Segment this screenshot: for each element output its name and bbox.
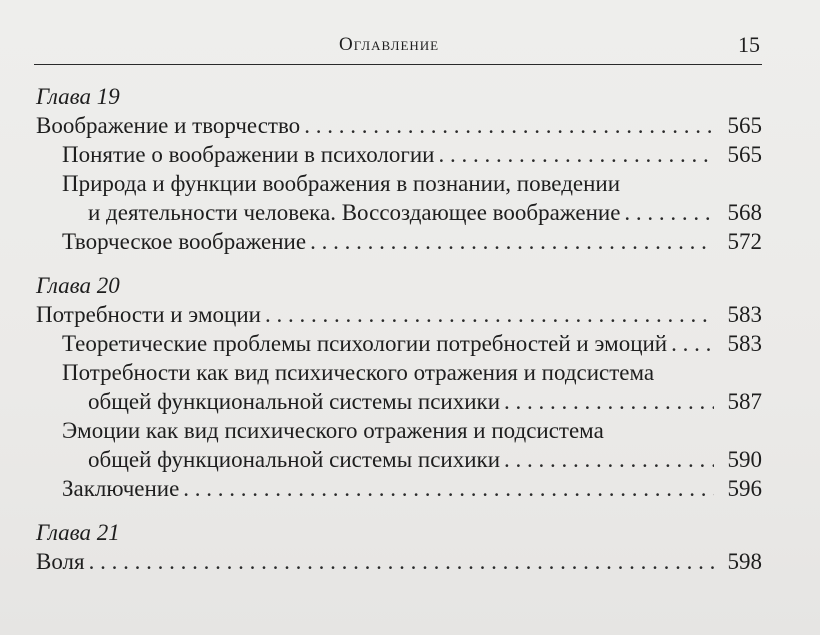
dot-leader bbox=[504, 387, 714, 416]
toc-entry[interactable] bbox=[36, 300, 762, 329]
running-title: Оглавление bbox=[339, 34, 440, 55]
spacer bbox=[36, 503, 762, 518]
toc-entry-title-line2: общей функциональной системы психики bbox=[88, 389, 501, 414]
toc-entry[interactable] bbox=[36, 227, 762, 256]
chapter-heading: Глава 19 bbox=[36, 84, 120, 109]
toc-entry[interactable] bbox=[36, 547, 762, 576]
toc-entry-title-line1: Потребности как вид психического отражения и подсистема bbox=[62, 360, 655, 385]
table-of-contents bbox=[36, 82, 762, 576]
toc-entry-title: Понятие о воображении в психологии bbox=[62, 142, 435, 167]
toc-entry[interactable] bbox=[36, 474, 762, 503]
toc-entry[interactable] bbox=[36, 140, 762, 169]
toc-entry-continuation bbox=[62, 198, 762, 227]
toc-entry-title: Потребности и эмоции bbox=[36, 302, 261, 327]
chapter-heading: Глава 20 bbox=[36, 273, 120, 298]
toc-entry-continuation bbox=[62, 445, 762, 474]
toc-entry-title-line2: и деятельности человека. Воссоздающее воображение bbox=[88, 200, 621, 225]
toc-entry[interactable] bbox=[36, 111, 762, 140]
toc-entry-title: Теоретические проблемы психологии потребностей и эмоций bbox=[62, 331, 668, 356]
dot-leader bbox=[89, 547, 714, 576]
toc-entry[interactable] bbox=[36, 329, 762, 358]
toc-entry-page: 565 bbox=[727, 142, 762, 167]
spacer bbox=[36, 256, 762, 271]
dot-leader bbox=[265, 300, 714, 329]
toc-entry[interactable] bbox=[36, 169, 762, 227]
dot-leader bbox=[671, 329, 714, 358]
toc-entry-title-line2: общей функциональной системы психики bbox=[88, 447, 501, 472]
toc-entry-page: 590 bbox=[727, 447, 762, 472]
toc-entry-page: 583 bbox=[727, 331, 762, 356]
toc-entry-page: 568 bbox=[727, 200, 762, 225]
toc-entry-title: Воля bbox=[36, 549, 85, 574]
toc-entry[interactable] bbox=[36, 416, 762, 474]
dot-leader bbox=[624, 198, 714, 227]
toc-entry-title: Творческое воображение bbox=[62, 229, 307, 254]
dot-leader bbox=[304, 111, 714, 140]
dot-leader bbox=[504, 445, 714, 474]
toc-entry-title: Воображение и творчество bbox=[36, 113, 301, 138]
dot-leader bbox=[438, 140, 714, 169]
dot-leader bbox=[183, 474, 714, 503]
toc-entry-title: Заключение bbox=[62, 476, 180, 501]
toc-entry-title-line1: Природа и функции воображения в познании, поведении bbox=[62, 171, 621, 196]
toc-entry-continuation bbox=[62, 387, 762, 416]
toc-entry-page: 572 bbox=[727, 229, 762, 254]
toc-entry-page: 587 bbox=[727, 389, 762, 414]
toc-entry-page: 598 bbox=[727, 549, 762, 574]
page-number: 15 bbox=[738, 32, 760, 57]
toc-entry[interactable] bbox=[36, 358, 762, 416]
dot-leader bbox=[310, 227, 714, 256]
toc-entry-title-line1: Эмоции как вид психического отражения и подсистема bbox=[62, 418, 604, 443]
chapter-heading: Глава 21 bbox=[36, 520, 120, 545]
toc-entry-page: 583 bbox=[727, 302, 762, 327]
running-header bbox=[34, 30, 762, 65]
toc-entry-page: 565 bbox=[727, 113, 762, 138]
toc-entry-page: 596 bbox=[727, 476, 762, 501]
